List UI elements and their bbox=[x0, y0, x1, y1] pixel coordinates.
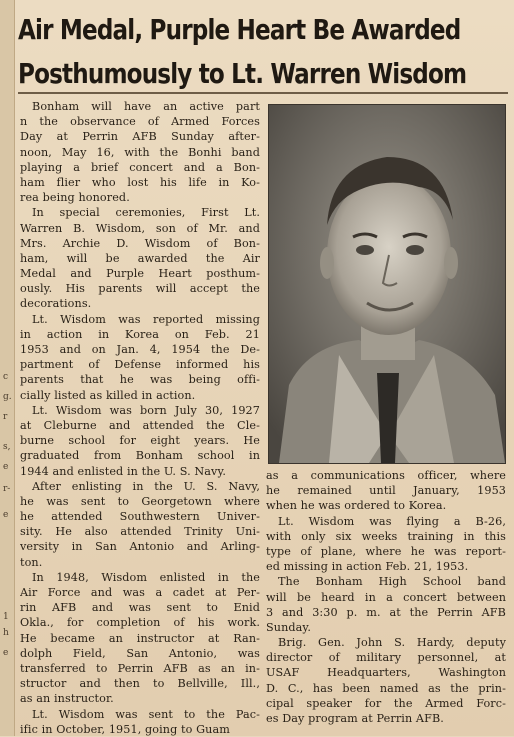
article-text-line: ific in October, 1951, going to Guam bbox=[20, 722, 230, 736]
article-text-line: when he was ordered to Korea. bbox=[266, 499, 447, 513]
article-text-line: Lt. Wisdom was born July 30, 1927 bbox=[32, 403, 260, 417]
article-text-line: After enlisting in the U. S. Navy, bbox=[32, 479, 260, 493]
article-text-line: he attended Southwestern Univer- bbox=[20, 510, 260, 524]
article-text-line: ham flier who lost his life in Ko- bbox=[20, 175, 260, 189]
article-body-right-column bbox=[266, 468, 506, 726]
article-text-line: Sunday. bbox=[266, 620, 311, 634]
article-text-line: Brig. Gen. John S. Hardy, deputy bbox=[278, 636, 506, 650]
article-text-line: ed missing in action Feb. 21, 1953. bbox=[266, 560, 469, 574]
fragment-char: c bbox=[3, 372, 9, 382]
article-text-line: Air Force and was a cadet at Per- bbox=[20, 586, 260, 599]
article-text-line: n the observance of Armed Forces bbox=[20, 115, 260, 129]
article-text-line: USAF Headquarters, Washington bbox=[266, 666, 506, 680]
article-text-line: es Day program at Perrin AFB. bbox=[266, 712, 444, 725]
article-text-line: he was sent to Georgetown where bbox=[20, 494, 260, 508]
fragment-char: g. bbox=[3, 392, 12, 402]
portrait-photo bbox=[268, 104, 506, 464]
article-text-line: graduated from Bonham school in bbox=[20, 449, 260, 463]
article-text-line: The Bonham High School band bbox=[278, 575, 506, 589]
article-text-line: Bonham will have an active part bbox=[32, 100, 260, 113]
article-text-line: parents that he was being offi- bbox=[20, 373, 260, 387]
article-text-line: burne school for eight years. He bbox=[20, 434, 260, 448]
fragment-char: h bbox=[3, 628, 9, 638]
article-text-line: rin AFB and was sent to Enid bbox=[20, 601, 260, 615]
adjacent-column-fragment bbox=[0, 0, 15, 736]
article-text-line: ham, will be awarded the Air bbox=[20, 251, 260, 265]
article-text-line: Medal and Purple Heart posthum- bbox=[20, 267, 260, 281]
article-text-line: ton. bbox=[20, 555, 43, 569]
article-text-line: will be heard in a concert between bbox=[266, 590, 506, 604]
article-text-line: He became an instructor at Ran- bbox=[20, 631, 260, 645]
article-text-line: 1944 and enlisted in the U. S. Navy. bbox=[20, 464, 227, 478]
article-body-left-column bbox=[20, 99, 260, 737]
headline-rule bbox=[18, 92, 508, 94]
article-text-line: noon, May 16, with the Bonhi band bbox=[20, 145, 260, 159]
fragment-char: r bbox=[3, 412, 8, 422]
article-text-line: cipal speaker for the Armed Forc- bbox=[266, 696, 506, 710]
article-text-line: dolph Field, San Antonio, was bbox=[20, 646, 260, 660]
article-text-line: decorations. bbox=[20, 297, 92, 311]
article-text-line: transferred to Perrin AFB as an in- bbox=[20, 661, 260, 675]
article-text-line: as a communications officer, where bbox=[266, 469, 506, 482]
fragment-char: e bbox=[3, 510, 9, 520]
portrait-illustration bbox=[269, 105, 505, 463]
article-text-line: playing a brief concert and a Bon- bbox=[20, 160, 260, 174]
article-text-line: sity. He also attended Trinity Uni- bbox=[20, 525, 260, 539]
headline-line-2: Posthumously to Lt. Warren Wisdom bbox=[18, 58, 467, 90]
article-text-line: ously. His parents will accept the bbox=[20, 282, 260, 296]
article-text-line: In special ceremonies, First Lt. bbox=[32, 206, 260, 220]
article-text-line: Okla., for completion of his work. bbox=[20, 616, 260, 630]
article-text-line: as an instructor. bbox=[20, 692, 114, 706]
article-text-line: 3 and 3:30 p. m. at the Perrin AFB bbox=[266, 605, 506, 619]
article-text-line: D. C., has been named as the prin- bbox=[266, 681, 506, 695]
headline-line-1: Air Medal, Purple Heart Be Awarded bbox=[18, 14, 461, 46]
article-text-line: Warren B. Wisdom, son of Mr. and bbox=[20, 221, 260, 235]
article-text-line: partment of Defense informed his bbox=[20, 358, 260, 372]
fragment-char: e bbox=[3, 648, 9, 658]
article-text-line: In 1948, Wisdom enlisted in the bbox=[32, 570, 260, 584]
article-text-line: Mrs. Archie D. Wisdom of Bon- bbox=[20, 236, 260, 250]
article-headline bbox=[18, 8, 467, 96]
article-text-line: he remained until January, 1953 bbox=[266, 484, 506, 498]
fragment-char: s, bbox=[3, 442, 11, 452]
article-text-line: type of plane, where he was report- bbox=[266, 544, 506, 558]
article-text-line: 1953 and on Jan. 4, 1954 the De- bbox=[20, 343, 260, 356]
article-text-line: in action in Korea on Feb. 21 bbox=[20, 327, 260, 341]
article-text-line: at Cleburne and attended the Cle- bbox=[20, 418, 260, 432]
article-text-line: Lt. Wisdom was sent to the Pac- bbox=[32, 707, 260, 721]
article-text-line: cially listed as killed in action. bbox=[20, 388, 196, 402]
article-text-line: with only six weeks training in this bbox=[266, 529, 506, 543]
fragment-char: 1 bbox=[3, 612, 9, 622]
article-text-line: director of military personnel, at bbox=[266, 651, 506, 665]
article-text-line: versity in San Antonio and Arling- bbox=[20, 540, 260, 554]
fragment-char: e bbox=[3, 462, 9, 472]
fragment-char: r- bbox=[3, 484, 11, 494]
article-text-line: Lt. Wisdom was reported missing bbox=[32, 312, 260, 326]
article-text-line: Day at Perrin AFB Sunday after- bbox=[20, 130, 260, 144]
article-text-line: rea being honored. bbox=[20, 191, 130, 205]
article-text-line: Lt. Wisdom was flying a B-26, bbox=[278, 514, 506, 528]
article-text-line: structor and then to Bellville, Ill., bbox=[20, 677, 260, 691]
